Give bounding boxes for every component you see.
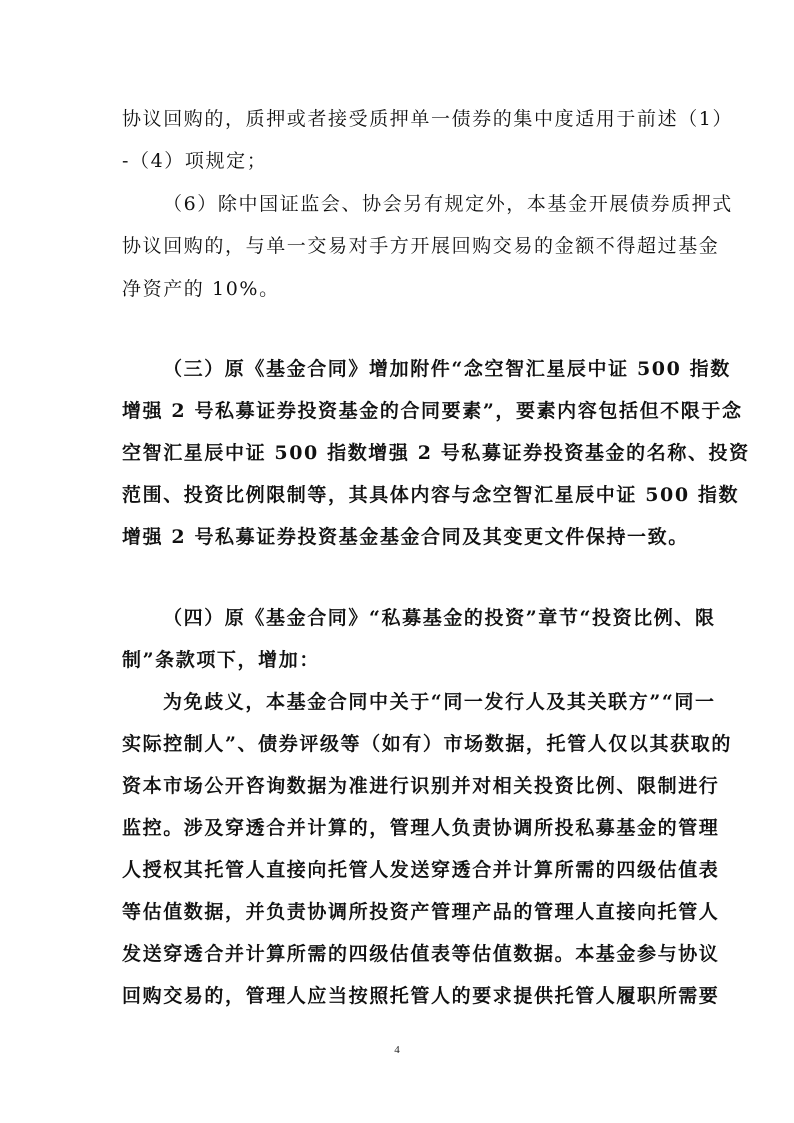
bold-paragraph-line: 增强 2 号私募证券投资基金基金合同及其变更文件保持一致。 xyxy=(122,526,689,548)
paragraph-line: 净资产的 10%。 xyxy=(122,278,280,300)
paragraph-line: 协议回购的，质押或者接受质押单一债券的集中度适用于前述（1） xyxy=(122,108,734,130)
bold-paragraph-line: 人授权其托管人直接向托管人发送穿透合并计算所需的四级估值表 xyxy=(122,859,720,881)
paragraph-line: （6）除中国证监会、协会另有规定外，本基金开展债券质押式 xyxy=(163,193,733,215)
bold-paragraph-line: 资本市场公开咨询数据为准进行识别并对相关投资比例、限制进行 xyxy=(122,775,720,797)
bold-paragraph-line: 制”条款项下，增加： xyxy=(122,649,320,671)
paragraph-line: -（4）项规定； xyxy=(122,150,268,172)
bold-paragraph-line: 回购交易的，管理人应当按照托管人的要求提供托管人履职所需要 xyxy=(122,985,720,1007)
bold-paragraph-line: 监控。涉及穿透合并计算的，管理人负责协调所投私募基金的管理 xyxy=(122,817,720,839)
bold-paragraph-line: 为免歧义，本基金合同中关于“同一发行人及其关联方”“同一 xyxy=(163,691,716,713)
paragraph-line: 协议回购的，与单一交易对手方开展回购交易的金额不得超过基金 xyxy=(122,235,720,257)
bold-paragraph-line: （三）原《基金合同》增加附件“念空智汇星辰中证 500 指数 xyxy=(163,358,731,380)
page-number: 4 xyxy=(394,1044,400,1056)
bold-paragraph-line: 实际控制人”、债券评级等（如有）市场数据，托管人仅以其获取的 xyxy=(122,733,732,755)
bold-paragraph-line: 等估值数据，并负责协调所投资产管理产品的管理人直接向托管人 xyxy=(122,901,720,923)
bold-paragraph-line: 发送穿透合并计算所需的四级估值表等估值数据。本基金参与协议 xyxy=(122,943,720,965)
bold-paragraph-line: 空智汇星辰中证 500 指数增强 2 号私募证券投资基金的名称、投资 xyxy=(122,442,750,464)
bold-paragraph-line: 增强 2 号私募证券投资基金的合同要素”，要素内容包括但不限于念 xyxy=(122,400,743,422)
bold-paragraph-line: 范围、投资比例限制等，其具体内容与念空智汇星辰中证 500 指数 xyxy=(122,484,740,506)
bold-paragraph-line: （四）原《基金合同》“私募基金的投资”章节“投资比例、限 xyxy=(163,607,716,629)
